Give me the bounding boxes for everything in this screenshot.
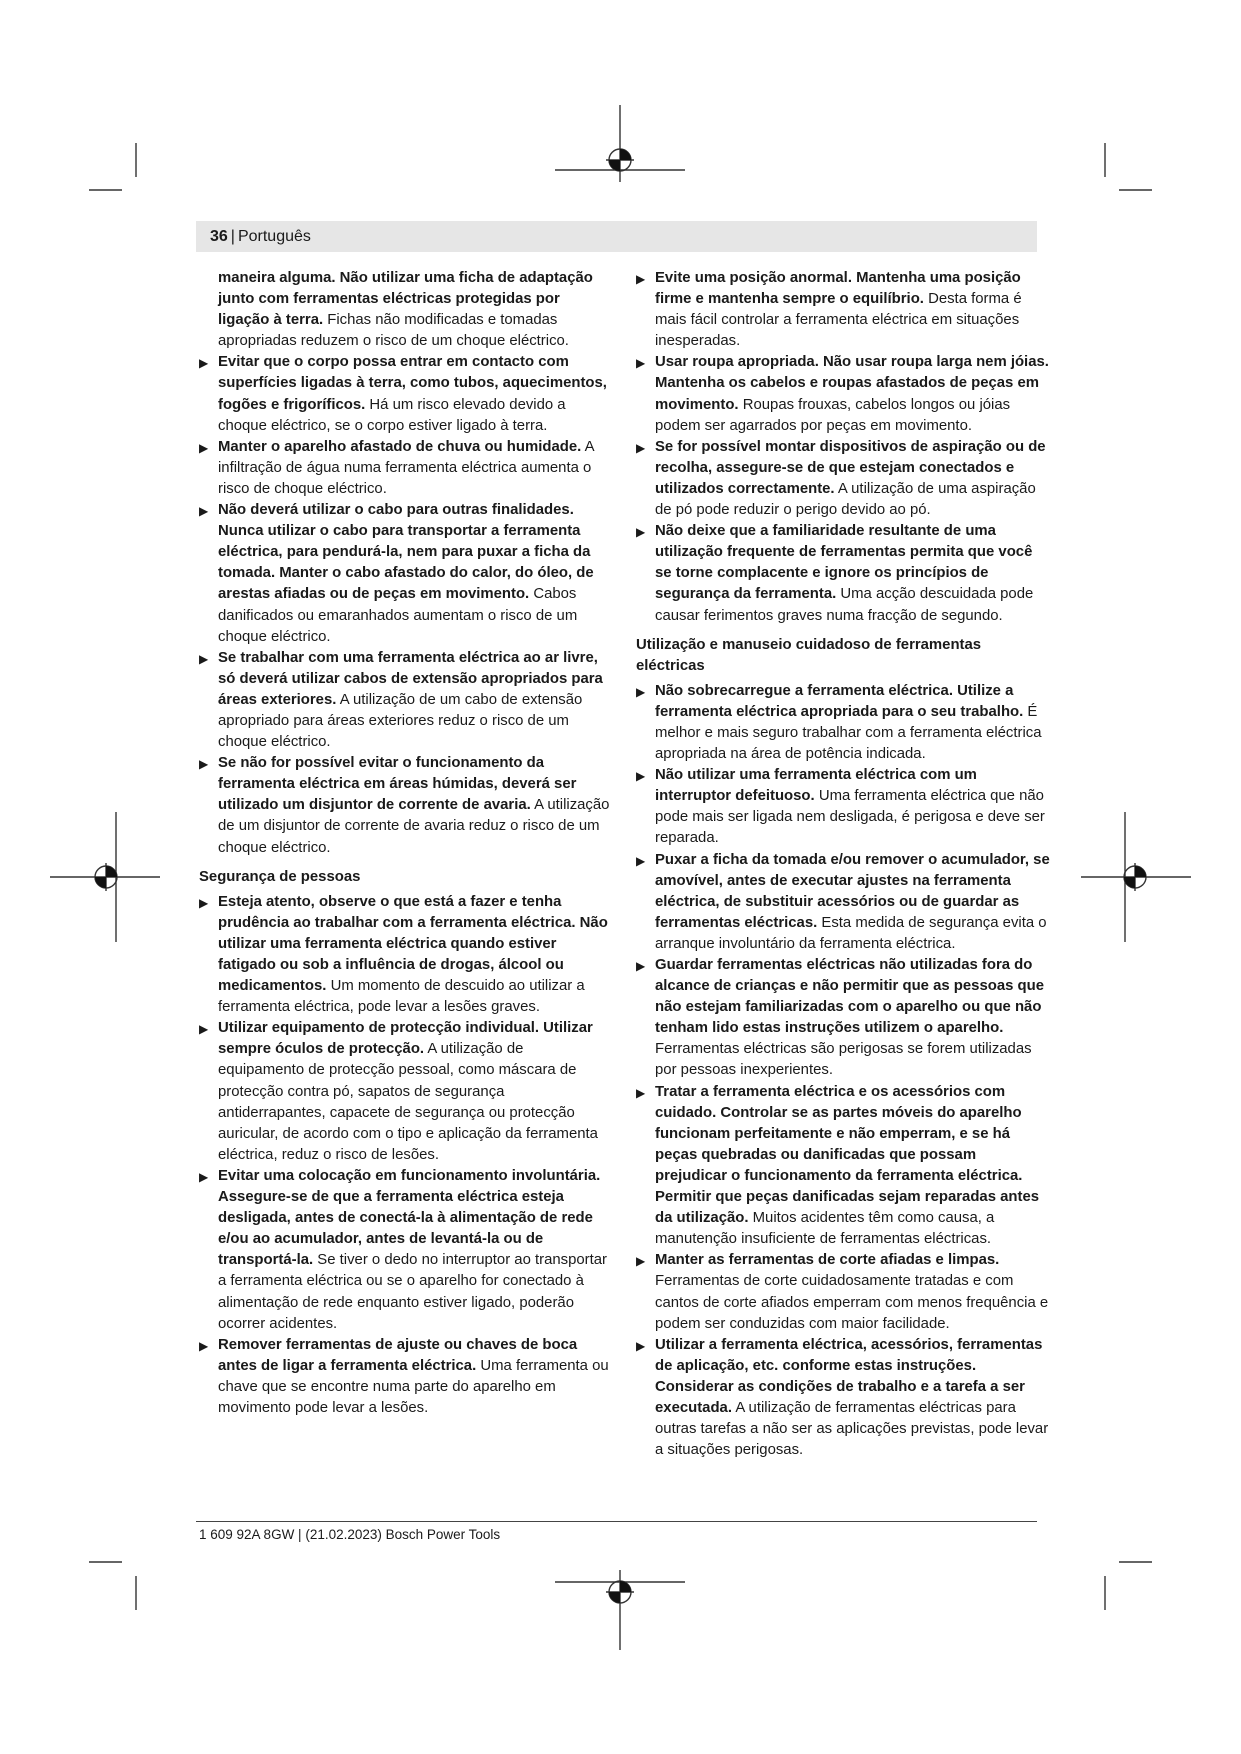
instruction-bold: Remover ferramentas de ajuste ou chaves de boca antes de ligar a ferramenta eléctrica. bbox=[218, 1336, 578, 1374]
safety-instruction bbox=[636, 352, 1050, 436]
instruction-explanation: A utilização de um cabo de extensão apropriado para áreas exteriores reduz o risco de um choque eléctrico. bbox=[218, 691, 583, 751]
section-title-personal-safety: Segurança de pessoas bbox=[199, 868, 361, 885]
bullet-arrow-icon: ▶ bbox=[199, 440, 209, 455]
bullet-arrow-icon: ▶ bbox=[636, 1338, 646, 1353]
instruction-bold: Não deverá utilizar o cabo para outras finalidades. Nunca utilizar o cabo para transportar a ferramenta eléctrica, para pendurá-la, nem para puxar a ficha da tomada. Manter o cabo afastado do calor, do óleo, de arestas afiadas ou de peças em movimento. bbox=[218, 502, 594, 603]
safety-instruction bbox=[636, 681, 1050, 765]
page-header bbox=[196, 221, 1037, 252]
instruction-explanation: Uma ferramenta eléctrica que não pode mais ser ligada nem desligada, é perigosa e deve ser reparada. bbox=[655, 788, 1045, 847]
instruction-explanation: É melhor e mais seguro trabalhar com a ferramenta eléctrica apropriada na área de potência indicada. bbox=[655, 703, 1042, 763]
instruction-explanation: Um momento de descuido ao utilizar a ferramenta eléctrica, pode levar a lesões graves. bbox=[218, 978, 585, 1016]
safety-instruction bbox=[636, 437, 1050, 521]
bullet-arrow-icon: ▶ bbox=[636, 525, 646, 540]
safety-instruction bbox=[636, 1082, 1050, 1251]
safety-instruction bbox=[636, 521, 1050, 626]
header-separator: | bbox=[230, 227, 235, 245]
instruction-bold: Esteja atento, observe o que está a fazer e tenha prudência ao trabalhar com a ferramenta eléctrica. Não utilizar uma ferramenta eléctrica quando estiver fatigado ou sob a influência de drogas, álcool ou medicamentos. bbox=[218, 893, 608, 995]
bullet-arrow-icon: ▶ bbox=[636, 1085, 646, 1100]
safety-instruction bbox=[636, 765, 1050, 849]
bullet-arrow-icon: ▶ bbox=[636, 1254, 646, 1269]
instruction-explanation: A utilização de equipamento de protecção pessoal, como máscara de protecção contra pó, sapatos de segurança antiderrapantes, capacete de segurança ou protecção auricular, de acordo com o tipo e aplicação da ferramenta eléctrica, reduz o risco de lesões. bbox=[218, 1041, 598, 1163]
instruction-bold: Puxar a ficha da tomada e/ou remover o acumulador, se amovível, antes de executar ajustes na ferramenta eléctrica, de substituir acessórios ou de guardar as ferramentas eléctricas. bbox=[655, 851, 1050, 931]
safety-instruction bbox=[636, 1250, 1050, 1334]
instruction-bold: Tratar a ferramenta eléctrica e os acessórios com cuidado. Controlar se as partes móveis do aparelho funcionam perfeitamente e não emperram, e se há peças quebradas ou danificadas que possam prejudicar o funcionamento da ferramenta eléctrica. Permitir que peças danificadas sejam reparadas antes da utilização. bbox=[655, 1083, 1040, 1227]
bullet-arrow-icon: ▶ bbox=[199, 1338, 209, 1353]
bullet-arrow-icon: ▶ bbox=[199, 651, 209, 666]
bullet-arrow-icon: ▶ bbox=[199, 504, 209, 519]
instruction-explanation: A infiltração de água numa ferramenta eléctrica aumenta o risco de choque eléctrico. bbox=[218, 438, 594, 497]
instruction-explanation: Se tiver o dedo no interruptor ao transportar a ferramenta eléctrica ou se o aparelho for conectado à alimentação de rede enquanto estiver ligado, poderão ocorrer acidentes. bbox=[218, 1252, 608, 1332]
instruction-bold: Utilizar a ferramenta eléctrica, acessórios, ferramentas de aplicação, etc. conforme estas instruções. Considerar as condições de trabalho e a tarefa a ser executada. bbox=[655, 1336, 1043, 1416]
safety-instruction bbox=[636, 955, 1050, 1082]
instruction-explanation: Ferramentas de corte cuidadosamente tratadas e com cantos de corte afiados emperram com menos frequência e podem ser conduzidas com maior facilidade. bbox=[655, 1273, 1049, 1332]
bullet-arrow-icon: ▶ bbox=[636, 272, 646, 286]
instruction-explanation: Muitos acidentes têm como causa, a manutenção insuficiente de ferramentas eléctricas. bbox=[655, 1210, 995, 1248]
instruction-bold: Manter o aparelho afastado de chuva ou humidade. bbox=[218, 438, 582, 455]
safety-instruction bbox=[199, 892, 613, 1019]
safety-instruction bbox=[199, 500, 613, 648]
instruction-bold: Se trabalhar com uma ferramenta eléctrica ao ar livre, só deverá utilizar cabos de extensão apropriados para áreas exteriores. bbox=[218, 649, 603, 708]
intro-paragraph bbox=[199, 268, 613, 352]
bullet-arrow-icon: ▶ bbox=[199, 1169, 209, 1184]
instruction-explanation: Desta forma é mais fácil controlar a ferramenta eléctrica em situações inesperadas. bbox=[655, 291, 1022, 350]
page-number: 36 bbox=[210, 227, 228, 245]
right-list-a bbox=[636, 268, 1050, 627]
safety-instruction bbox=[636, 1335, 1050, 1462]
instruction-explanation: Esta medida de segurança evita o arranque involuntário da ferramenta eléctrica. bbox=[655, 914, 1047, 952]
intro-bold: maneira alguma. Não utilizar uma ficha de adaptação junto com ferramentas eléctricas protegidas por ligação à terra. bbox=[218, 270, 593, 329]
bullet-arrow-icon: ▶ bbox=[636, 769, 646, 784]
instruction-explanation: Há um risco elevado devido a choque eléctrico, se o corpo estiver ligado à terra. bbox=[218, 396, 566, 434]
instruction-bold: Se não for possível evitar o funcionamento da ferramenta eléctrica em áreas húmidas, deverá ser utilizado um disjuntor de corrente de avaria. bbox=[218, 755, 577, 814]
instruction-bold: Guardar ferramentas eléctricas não utilizadas fora do alcance de crianças e não permitir que as pessoas que não estejam familiarizadas com o aparelho ou que não tenham lido estas instruções utilizem o aparelho. bbox=[655, 957, 1044, 1037]
safety-instruction bbox=[199, 1335, 613, 1419]
bullet-arrow-icon: ▶ bbox=[199, 895, 209, 910]
safety-instruction bbox=[199, 1166, 613, 1335]
right-list-b bbox=[636, 681, 1050, 1461]
instruction-explanation: A utilização de uma aspiração de pó pode reduzir o perigo devido ao pó. bbox=[655, 480, 1036, 519]
right-column bbox=[636, 268, 1050, 1461]
instruction-explanation: Roupas frouxas, cabelos longos ou jóias podem ser agarrados por peças em movimento. bbox=[655, 396, 1011, 434]
page-footer: 1 609 92A 8GW | (21.02.2023) Bosch Power Tools bbox=[199, 1527, 501, 1542]
bullet-arrow-icon: ▶ bbox=[636, 959, 646, 973]
bullet-arrow-icon: ▶ bbox=[636, 356, 646, 371]
safety-instruction bbox=[199, 1018, 613, 1166]
instruction-explanation: A utilização de um disjuntor de corrente de avaria reduz o risco de um choque eléctrico. bbox=[218, 797, 610, 856]
footer-rule bbox=[196, 1521, 1037, 1522]
instruction-bold: Evite uma posição anormal. Mantenha uma posição firme e mantenha sempre o equilíbrio. bbox=[655, 270, 1021, 308]
safety-instruction bbox=[636, 850, 1050, 955]
instruction-bold: Se for possível montar dispositivos de aspiração ou de recolha, assegure-se de que estejam conectados e utilizados correctamente. bbox=[655, 438, 1046, 497]
instruction-bold: Não utilizar uma ferramenta eléctrica com um interruptor defeituoso. bbox=[655, 767, 977, 805]
bullet-arrow-icon: ▶ bbox=[199, 1022, 209, 1037]
instruction-explanation: A utilização de ferramentas eléctricas para outras tarefas a não ser as aplicações previstas, pode levar a situações perigosas. bbox=[655, 1399, 1049, 1459]
instruction-explanation: Uma acção descuidada pode causar ferimentos graves numa fracção de segundo. bbox=[655, 586, 1034, 624]
instruction-bold: Evitar que o corpo possa entrar em contacto com superfícies ligadas à terra, como tubos, aquecimentos, fogões e frigoríficos. bbox=[218, 354, 607, 413]
bullet-arrow-icon: ▶ bbox=[636, 440, 646, 455]
bullet-arrow-icon: ▶ bbox=[636, 684, 646, 699]
bullet-arrow-icon: ▶ bbox=[636, 853, 646, 868]
intro-normal: Fichas não modificadas e tomadas apropriadas reduzem o risco de um choque eléctrico. bbox=[218, 312, 569, 350]
instruction-explanation: Uma ferramenta ou chave que se encontre numa parte do aparelho em movimento pode levar a lesões. bbox=[218, 1357, 609, 1416]
instruction-explanation: Ferramentas eléctricas são perigosas se forem utilizadas por pessoas inexperientes. bbox=[655, 1041, 1032, 1079]
instruction-bold: Usar roupa apropriada. Não usar roupa larga nem jóias. Mantenha os cabelos e roupas afastados de peças em movimento. bbox=[655, 354, 1049, 413]
safety-instruction bbox=[636, 268, 1050, 352]
bullet-arrow-icon: ▶ bbox=[199, 757, 209, 772]
instruction-bold: Manter as ferramentas de corte afiadas e limpas. bbox=[655, 1252, 1000, 1269]
safety-instruction bbox=[199, 753, 613, 858]
left-list-b bbox=[199, 892, 613, 1419]
safety-instruction bbox=[199, 648, 613, 753]
safety-instruction bbox=[199, 352, 613, 436]
instruction-bold: Utilizar equipamento de protecção individual. Utilizar sempre óculos de protecção. bbox=[218, 1020, 593, 1058]
instruction-bold: Evitar uma colocação em funcionamento involuntária. Assegure-se de que a ferramenta eléctrica esteja desligada, antes de conectá-la à alimentação de rede e/ou ao acumulador, antes de levantá-la ou de transportá-la. bbox=[218, 1167, 601, 1269]
left-column bbox=[199, 268, 613, 1419]
safety-instruction bbox=[199, 437, 613, 500]
instruction-explanation: Cabos danificados ou emaranhados aumentam o risco de um choque eléctrico. bbox=[218, 586, 578, 645]
header-language: Português bbox=[237, 227, 311, 245]
left-list-a bbox=[199, 352, 613, 858]
bullet-arrow-icon: ▶ bbox=[199, 356, 209, 371]
instruction-bold: Não sobrecarregue a ferramenta eléctrica. Utilize a ferramenta eléctrica apropriada para o seu trabalho. bbox=[655, 682, 1024, 720]
instruction-bold: Não deixe que a familiaridade resultante de uma utilização frequente de ferramentas permita que você se torne complacente e ignore os princípios de segurança da ferramenta. bbox=[655, 523, 1033, 603]
section-title-tool-use: Utilização e manuseio cuidadoso de ferramentas eléctricas bbox=[636, 636, 982, 674]
